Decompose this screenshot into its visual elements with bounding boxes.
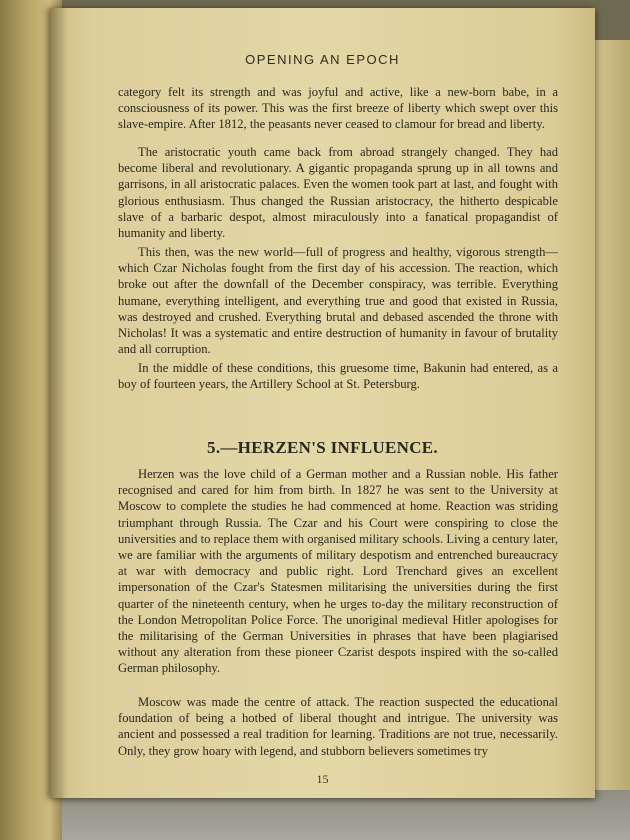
page-number: 15 (316, 772, 329, 786)
paragraph-aristocratic-youth: The aristocratic youth came back from abroad strangely changed. They had become liberal and revolutionary. A gigantic propaganda sprung up in all towns and garrisons, in all aristocratic palaces. Even the women took part at last, and fought with glorious enthusiasm. Thus changed the Russian aristocracy, the hitherto despicable slave of a barbaric despot, almost miraculously into a fanatical propagandist of humanity and liberty. (118, 145, 558, 241)
paragraph-continued: category felt its strength and was joyful and active, like a new-born babe, in a consciousness of its power. This was the first breeze of liberty which swept over this slave-empire. After 1812, the peasants never ceased to clamour for bread and liberty. (118, 85, 558, 132)
paragraph-bakunin: In the middle of these conditions, this gruesome time, Bakunin had entered, as a boy of fourteen years, the Artillery School at St. Petersburg. (118, 361, 558, 392)
running-header: OPENING AN EPOCH (245, 52, 400, 67)
paragraph-new-world: This then, was the new world—full of progress and healthy, vigorous strength—which Czar Nicholas fought from the first day of his accession. The reaction, which broke out after the downfall of the December conspiracy, was terrible. Everything humane, everything intelligent, and everything true and good that existed in Russia, was destroyed and crushed. Everything brutal and debased ascended the throne with Nicholas! It was a systematic and entire destruction of humanity in favour of brutality and all corruption. (118, 245, 558, 357)
page-gutter-shadow (50, 8, 68, 798)
paragraph-herzen: Herzen was the love child of a German mother and a Russian noble. His father recognised and cared for him from birth. In 1827 he was sent to the University at Moscow to complete the studies he had commenced at home. Reaction was striding triumphant through Russia. The Czar and his Court were conspiring to close the universities and to replace them with organised military schools. Living a century later, we are familiar with the arguments of military despotism and entrenched bureaucracy at war with democracy and public right. Lord Trenchard gives an excellent impersonation of the Czar's Statesmen militarising the universities during the first quarter of the nineteenth century, when he urges to-day the military reconstruction of the London Metropolitan Police Force. The unoriginal medieval Hitler apologises for the militarising of the German Universities in phrases that have been plagiarised without any alteration from these pioneer Czarist despots inspired with the so-called German philosophy. (118, 467, 558, 676)
paragraph-moscow: Moscow was made the centre of attack. The reaction suspected the educational foundation of being a hotbed of liberal thought and intrigue. The university was ancient and possessed a real tradition for learning. Traditions are not true, necessarily. Only, they grow hoary with legend, and stubborn believers sometimes try (118, 695, 558, 758)
section-heading: 5.—HERZEN'S INFLUENCE. (207, 438, 438, 457)
book-page (50, 8, 595, 798)
